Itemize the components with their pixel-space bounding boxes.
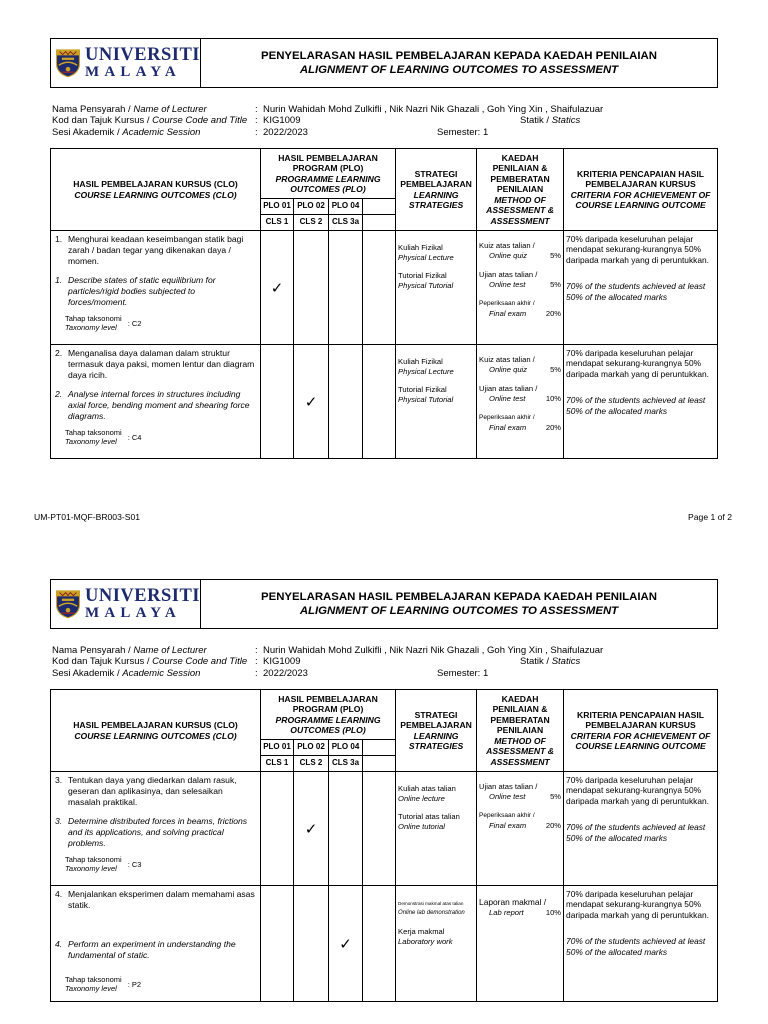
table-row xyxy=(51,886,718,1002)
method-header: KAEDAH PENILAIAN & PEMBERATAN PENILAIAN xyxy=(490,693,550,736)
method-weight: 10% xyxy=(545,907,562,917)
lecturer-value: Nurin Wahidah Mohd Zulkifli , Nik Nazri Nik Ghazali , Goh Ying Xin , Shaifulazuar xyxy=(263,645,604,656)
document-header xyxy=(50,38,718,88)
clo-table-page-1 xyxy=(50,148,718,459)
criteria-ms: 70% daripada keseluruhan pelajar mendapat sekurang-kurangnya 50% daripada markah yang di peruntukkan. xyxy=(566,348,709,379)
method-ms: Peperiksaan akhir / xyxy=(479,300,535,307)
method-ms: Peperiksaan akhir / xyxy=(479,414,535,421)
method-en: Online test xyxy=(489,393,526,403)
lecturer-label: Nama Pensyarah / xyxy=(52,104,134,115)
document-code: UM-PT01-MQF-BR003-S01 xyxy=(34,512,141,522)
plo-col-3: PLO 04 xyxy=(329,740,363,756)
course-title-en: Statics xyxy=(551,656,581,668)
strategy-en: Laboratory work xyxy=(398,936,453,946)
method-ms: Ujian atas talian / xyxy=(479,782,538,791)
document-header xyxy=(50,579,718,629)
strategy-ms: Tutorial Fizikal xyxy=(398,385,447,394)
row-number: 3. xyxy=(55,775,63,785)
method-en: Final exam xyxy=(489,820,527,830)
logo-line-2: MALAYA xyxy=(84,64,181,81)
criteria-en: 70% of the students achieved at least 50% of the allocated marks xyxy=(566,281,706,302)
cls-col-2: CLS 2 xyxy=(294,756,329,772)
row-number: 3. xyxy=(55,816,63,826)
session-label-en: Academic Session xyxy=(122,126,201,138)
plo-header-en: PROGRAMME LEARNING OUTCOMES (PLO) xyxy=(275,173,381,194)
colon: : xyxy=(255,656,258,668)
strategy-header-en: LEARNING STRATEGIES xyxy=(408,730,464,751)
taxonomy-value: : C2 xyxy=(127,319,142,328)
strategy-ms: Kuliah Fizikal xyxy=(398,357,443,366)
method-ms: Peperiksaan akhir / xyxy=(479,812,535,819)
course-label: Kod dan Tajuk Kursus / xyxy=(52,656,153,668)
row-number: 4. xyxy=(55,889,63,899)
logo-line-1: UNIVERSITI xyxy=(84,44,200,65)
strategy-en: Online tutorial xyxy=(398,821,445,831)
criteria-header-en: CRITERIA FOR ACHIEVEMENT OF COURSE LEARNING OUTCOME xyxy=(570,730,711,751)
strategy-en: Online lab demonstration xyxy=(398,909,465,916)
semester-value: 1 xyxy=(482,126,489,138)
strategy-header-en: LEARNING STRATEGIES xyxy=(408,189,464,210)
method-weight: 5% xyxy=(550,364,562,374)
taxonomy-value: : P2 xyxy=(127,980,142,989)
method-header: KAEDAH PENILAIAN & PEMBERATAN PENILAIAN xyxy=(490,152,550,195)
title-english: ALIGNMENT OF LEARNING OUTCOMES TO ASSESSMENT xyxy=(299,605,619,617)
clo-desc-ms: Menganalisa daya dalaman dalam struktur termasuk daya paksi, momen lentur dan diagram daya ricih. xyxy=(68,348,255,380)
cls-col-2: CLS 2 xyxy=(294,215,329,231)
crest-icon xyxy=(55,44,81,82)
method-en: Final exam xyxy=(489,422,527,432)
criteria-header-en: CRITERIA FOR ACHIEVEMENT OF COURSE LEARNING OUTCOME xyxy=(570,189,711,210)
strategy-en: Physical Tutorial xyxy=(398,394,454,404)
lecturer-value: Nurin Wahidah Mohd Zulkifli , Nik Nazri Nik Ghazali , Goh Ying Xin , Shaifulazuar xyxy=(263,104,604,115)
colon: : xyxy=(255,667,258,679)
cls-col-empty xyxy=(363,756,396,772)
row-number: 4. xyxy=(55,939,63,949)
strategy-ms: Tutorial atas talian xyxy=(398,812,460,821)
title-english: ALIGNMENT OF LEARNING OUTCOMES TO ASSESSMENT xyxy=(299,64,619,76)
course-title: Statik / xyxy=(520,115,552,127)
method-weight: 5% xyxy=(550,791,562,801)
plo-col-empty xyxy=(363,740,396,756)
plo-col-empty xyxy=(363,199,396,215)
strategy-en: Online lecture xyxy=(398,793,445,803)
strategy-en: Physical Tutorial xyxy=(398,280,454,290)
taxonomy-label: Tahap taksonomi xyxy=(65,314,122,323)
cls-col-3: CLS 3a xyxy=(329,215,363,231)
course-info xyxy=(52,645,732,679)
clo-desc-ms: Menjalankan eksperimen dalam memahami asas statik. xyxy=(68,889,255,910)
taxonomy-value: : C4 xyxy=(127,433,142,442)
row-number: 1. xyxy=(55,234,63,244)
strategy-ms: Kuliah atas talian xyxy=(398,784,456,793)
method-ms: Kuiz atas talian / xyxy=(479,355,535,364)
method-en: Online quiz xyxy=(489,250,528,260)
method-weight: 5% xyxy=(550,279,562,289)
method-ms: Kuiz atas talian / xyxy=(479,241,535,250)
taxonomy-label-en: Taxonomy level xyxy=(65,323,117,332)
plo-header: HASIL PEMBELAJARAN PROGRAM (PLO) xyxy=(278,152,378,173)
lecturer-label: Nama Pensyarah / xyxy=(52,645,134,656)
clo-desc-ms: Tentukan daya yang diedarkan dalam rasuk, geseran dan aplikasinya, dan selesaikan masalah praktikal. xyxy=(68,775,237,807)
method-en: Online test xyxy=(489,279,526,289)
cls-col-1: CLS 1 xyxy=(261,215,294,231)
cls-col-empty xyxy=(363,215,396,231)
method-header-en: METHOD OF ASSESSMENT & ASSESSMENT xyxy=(486,735,554,767)
course-label-en: Course Code and Title xyxy=(152,115,248,127)
university-logo xyxy=(51,39,201,87)
plo-col-1: PLO 01 xyxy=(261,740,294,756)
logo-line-1: UNIVERSITI xyxy=(84,585,200,606)
plo-col-2: PLO 02 xyxy=(294,740,329,756)
criteria-header: KRITERIA PENCAPAIAN HASIL PEMBELAJARAN KURSUS xyxy=(577,168,705,189)
session-label-en: Academic Session xyxy=(122,667,201,679)
clo-header-en: COURSE LEARNING OUTCOMES (CLO) xyxy=(74,189,237,200)
title-malay: PENYELARASAN HASIL PEMBELAJARAN KEPADA KAEDAH PENILAIAN xyxy=(261,591,657,603)
row-number: 1. xyxy=(55,275,63,285)
check-mark: ✓ xyxy=(329,886,363,1002)
plo-col-3: PLO 04 xyxy=(329,199,363,215)
row-number: 2. xyxy=(55,389,63,399)
cls-col-3: CLS 3a xyxy=(329,756,363,772)
method-ms: Laporan makmal / xyxy=(479,897,547,907)
criteria-ms: 70% daripada keseluruhan pelajar mendapat sekurang-kurangnya 50% daripada markah yang di peruntukkan. xyxy=(566,889,709,920)
course-code: KIG1009 xyxy=(263,115,301,127)
cls-col-1: CLS 1 xyxy=(261,756,294,772)
lecturer-label-en: Name of Lecturer xyxy=(133,104,207,115)
table-row xyxy=(51,345,718,459)
clo-desc-en: Analyse internal forces in structures including axial force, bending moment and shearing force diagrams. xyxy=(68,389,250,421)
criteria-en: 70% of the students achieved at least 50% of the allocated marks xyxy=(566,936,706,957)
strategy-ms: Demonstrasi makmal atas talian xyxy=(398,901,464,906)
method-weight: 20% xyxy=(545,820,562,830)
method-weight: 20% xyxy=(545,308,562,318)
page-number: Page 1 of 2 xyxy=(688,512,732,522)
strategy-en: Physical Lecture xyxy=(398,366,454,376)
method-ms: Ujian atas talian / xyxy=(479,384,538,393)
colon: : xyxy=(255,645,258,656)
course-label: Kod dan Tajuk Kursus / xyxy=(52,115,153,127)
criteria-ms: 70% daripada keseluruhan pelajar mendapat sekurang-kurangnya 50% daripada markah yang di peruntukkan. xyxy=(566,775,709,806)
clo-header: HASIL PEMBELAJARAN KURSUS (CLO) xyxy=(73,720,238,730)
title-malay: PENYELARASAN HASIL PEMBELAJARAN KEPADA KAEDAH PENILAIAN xyxy=(261,50,657,62)
strategy-ms: Kuliah Fizikal xyxy=(398,243,443,252)
clo-header: HASIL PEMBELAJARAN KURSUS (CLO) xyxy=(73,179,238,189)
table-row xyxy=(51,231,718,345)
strategy-en: Physical Lecture xyxy=(398,252,454,262)
strategy-header: STRATEGI PEMBELAJARAN xyxy=(400,168,472,189)
criteria-en: 70% of the students achieved at least 50% of the allocated marks xyxy=(566,822,706,843)
course-info xyxy=(52,104,732,138)
crest-icon xyxy=(55,585,81,623)
taxonomy-label-en: Taxonomy level xyxy=(65,984,117,993)
course-title-en: Statics xyxy=(551,115,581,127)
plo-header: HASIL PEMBELAJARAN PROGRAM (PLO) xyxy=(278,693,378,714)
colon: : xyxy=(255,104,258,115)
clo-desc-en: Describe states of static equilibrium for particles/rigid bodies subjected to forces/moment. xyxy=(68,275,216,307)
method-en: Online quiz xyxy=(489,364,528,374)
lecturer-label-en: Name of Lecturer xyxy=(133,645,207,656)
plo-col-2: PLO 02 xyxy=(294,199,329,215)
check-mark: ✓ xyxy=(294,772,329,886)
method-en: Lab report xyxy=(489,907,524,917)
session-value: 2022/2023 xyxy=(263,126,308,138)
criteria-ms: 70% daripada keseluruhan pelajar mendapat sekurang-kurangnya 50% daripada markah yang di peruntukkan. xyxy=(566,234,709,265)
course-code: KIG1009 xyxy=(263,656,301,668)
plo-col-1: PLO 01 xyxy=(261,199,294,215)
method-en: Online test xyxy=(489,791,526,801)
clo-header-en: COURSE LEARNING OUTCOMES (CLO) xyxy=(74,730,237,741)
taxonomy-label-en: Taxonomy level xyxy=(65,437,117,446)
clo-desc-en: Determine distributed forces in beams, frictions and its applications, and solving practical problems. xyxy=(68,816,248,848)
taxonomy-label: Tahap taksonomi xyxy=(65,428,122,437)
method-header-en: METHOD OF ASSESSMENT & ASSESSMENT xyxy=(486,194,554,226)
semester-label: Semester: xyxy=(437,126,481,138)
check-mark: ✓ xyxy=(261,231,294,345)
taxonomy-label: Tahap taksonomi xyxy=(65,975,122,984)
strategy-ms: Kerja makmal xyxy=(398,927,445,936)
logo-line-2: MALAYA xyxy=(84,605,181,622)
colon: : xyxy=(255,126,258,138)
colon: : xyxy=(255,115,258,127)
clo-table-page-2 xyxy=(50,689,718,1002)
taxonomy-value: : C3 xyxy=(127,860,142,869)
session-label: Sesi Akademik / xyxy=(52,667,123,679)
strategy-header: STRATEGI PEMBELAJARAN xyxy=(400,709,472,730)
university-logo xyxy=(51,580,201,628)
method-ms: Ujian atas talian / xyxy=(479,270,538,279)
course-title: Statik / xyxy=(520,656,552,668)
semester-value: 1 xyxy=(482,667,489,679)
criteria-header: KRITERIA PENCAPAIAN HASIL PEMBELAJARAN KURSUS xyxy=(577,709,705,730)
table-row xyxy=(51,772,718,886)
criteria-en: 70% of the students achieved at least 50% of the allocated marks xyxy=(566,395,706,416)
course-label-en: Course Code and Title xyxy=(152,656,248,668)
check-mark: ✓ xyxy=(294,345,329,459)
method-weight: 5% xyxy=(550,250,562,260)
session-label: Sesi Akademik / xyxy=(52,126,123,138)
method-en: Final exam xyxy=(489,308,527,318)
clo-desc-en: Perform an experiment in understanding the fundamental of static. xyxy=(68,939,236,960)
taxonomy-label: Tahap taksonomi xyxy=(65,855,122,864)
method-weight: 20% xyxy=(545,422,562,432)
row-number: 2. xyxy=(55,348,63,358)
plo-header-en: PROGRAMME LEARNING OUTCOMES (PLO) xyxy=(275,714,381,735)
method-weight: 10% xyxy=(545,393,562,403)
strategy-ms: Tutorial Fizikal xyxy=(398,271,447,280)
clo-desc-ms: Menghurai keadaan keseimbangan statik bagi zarah / badan tegar yang dikenakan daya / momen. xyxy=(68,234,244,266)
session-value: 2022/2023 xyxy=(263,667,308,679)
taxonomy-label-en: Taxonomy level xyxy=(65,864,117,873)
semester-label: Semester: xyxy=(437,667,481,679)
